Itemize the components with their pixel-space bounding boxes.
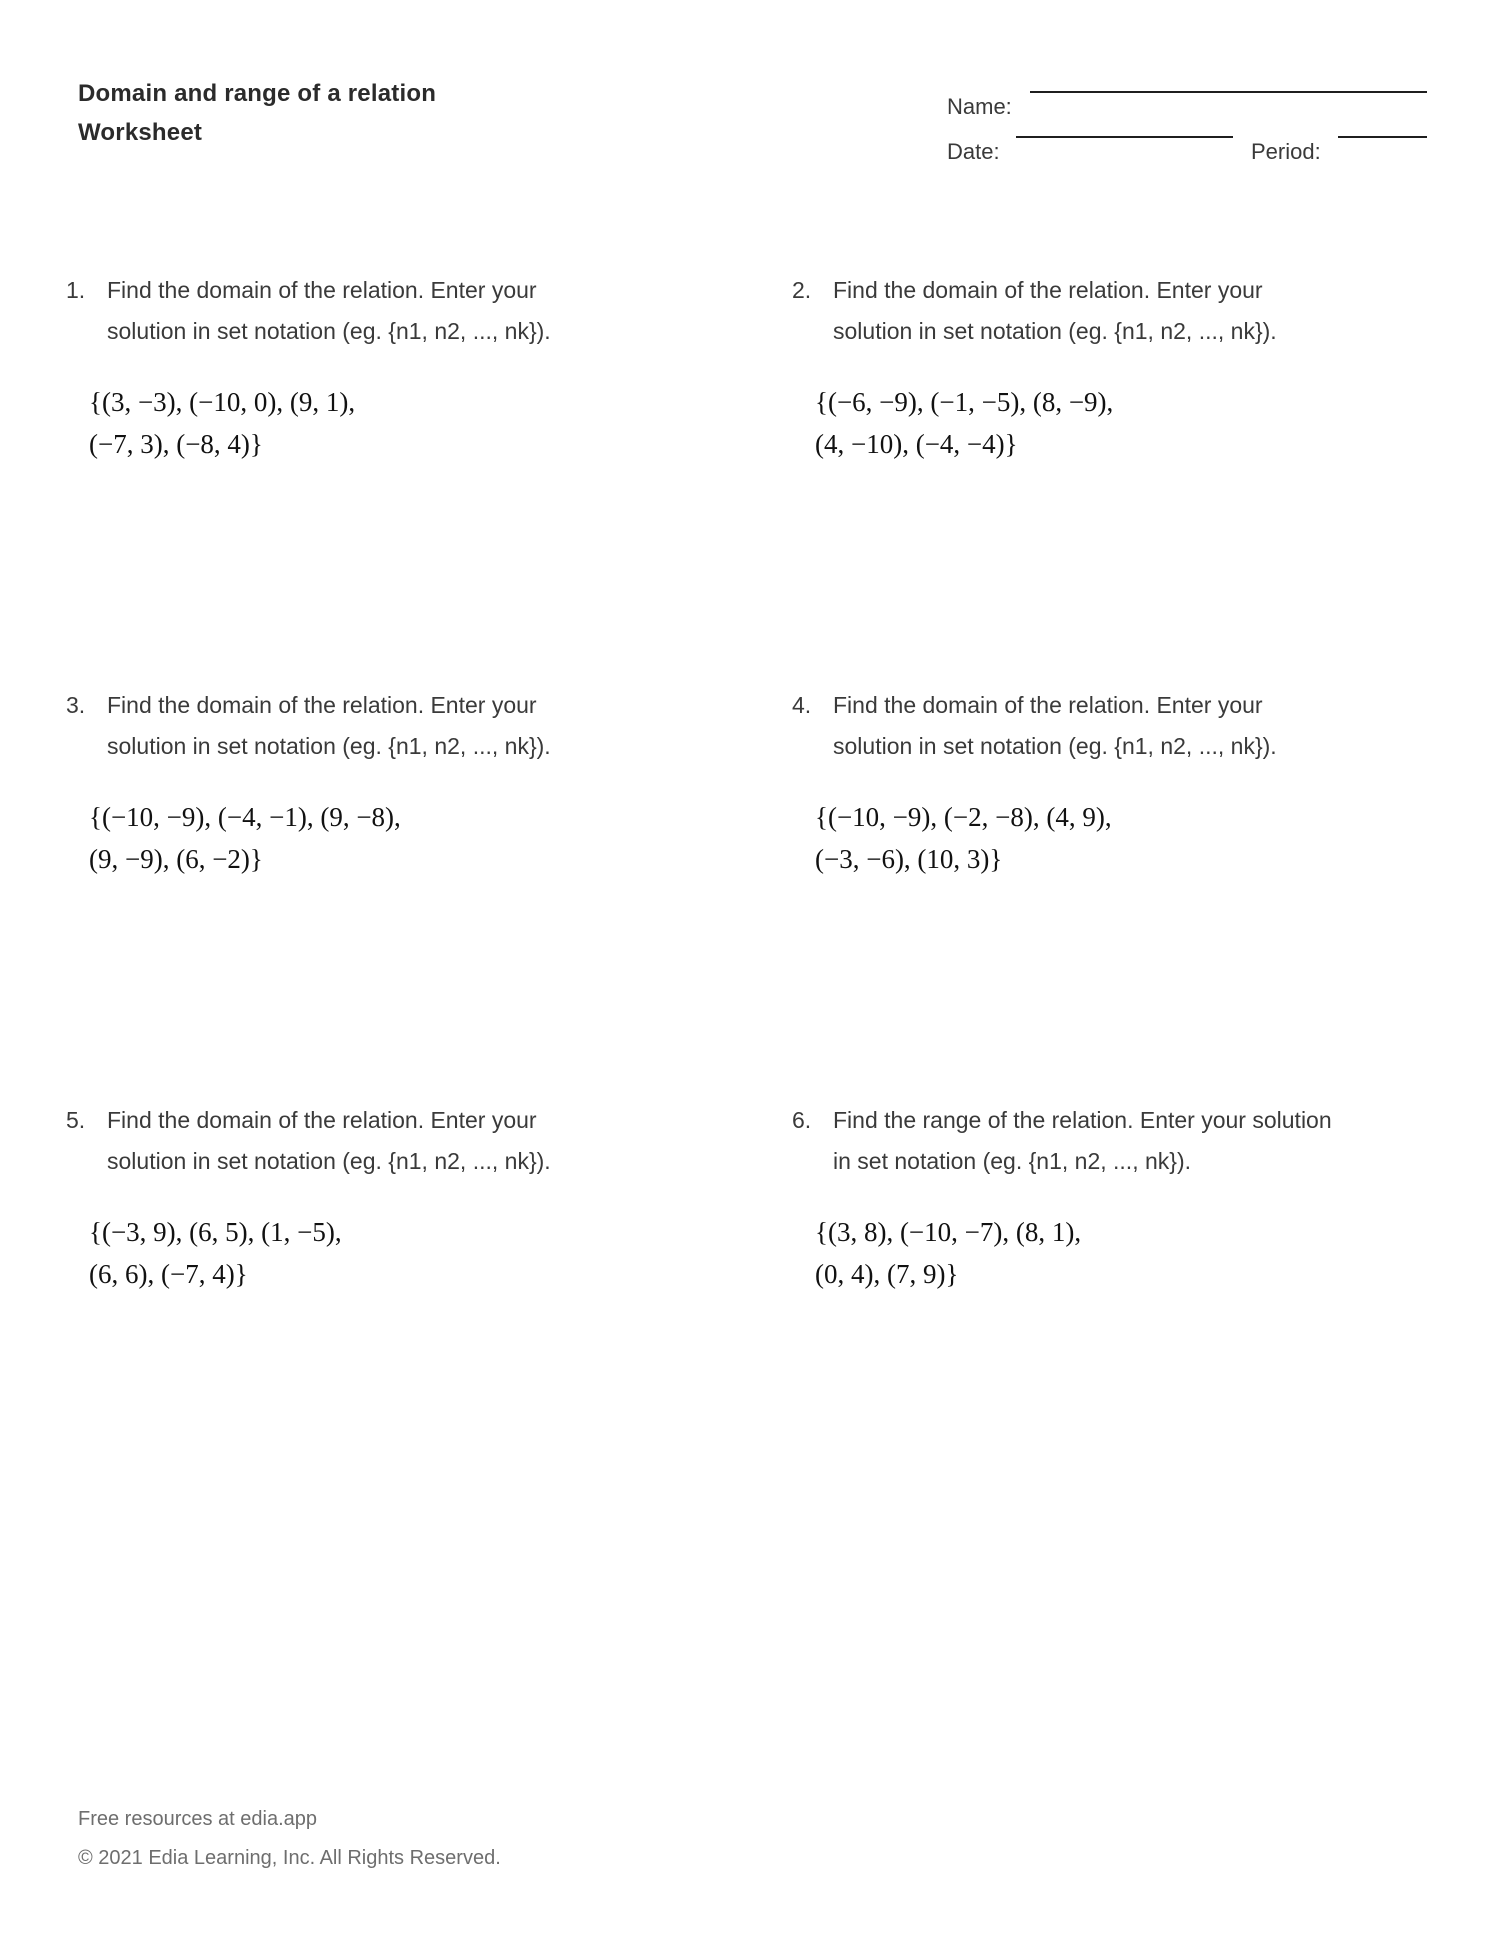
- footer: [78, 1800, 501, 1878]
- relation-set: [89, 1211, 706, 1295]
- relation-set-line2: (6, 6), (−7, 4)}: [89, 1259, 248, 1289]
- name-blank-line: [1030, 91, 1427, 93]
- problem-prompt-line2: solution in set notation (eg. {n1, n2, ..., nk}).: [107, 318, 551, 344]
- problem-prompt-line1: Find the domain of the relation. Enter your: [107, 692, 537, 718]
- relation-set-line1: {(−6, −9), (−1, −5), (8, −9),: [815, 387, 1114, 417]
- problem-number: 2.: [792, 277, 812, 303]
- relation-set-line2: (0, 4), (7, 9)}: [815, 1259, 959, 1289]
- problem-number: 3.: [66, 692, 86, 718]
- title-block: [78, 74, 436, 152]
- relation-set-line2: (9, −9), (6, −2)}: [89, 844, 263, 874]
- problem-prompt-line2: solution in set notation (eg. {n1, n2, ..., nk}).: [107, 733, 551, 759]
- date-blank-line: [1016, 136, 1233, 138]
- relation-set-line1: {(3, −3), (−10, 0), (9, 1),: [89, 387, 356, 417]
- problem-6: [792, 1100, 1432, 1295]
- problem-number: 5.: [66, 1107, 86, 1133]
- problem-prompt-line2: solution in set notation (eg. {n1, n2, ..., nk}).: [107, 1148, 551, 1174]
- relation-set-line1: {(−3, 9), (6, 5), (1, −5),: [89, 1217, 342, 1247]
- page-subtitle: Worksheet: [78, 119, 203, 146]
- page-title: Domain and range of a relation: [78, 80, 437, 107]
- problem-prompt-line1: Find the domain of the relation. Enter your: [107, 1107, 537, 1133]
- problem-number: 1.: [66, 277, 86, 303]
- relation-set: [89, 796, 706, 880]
- problem-prompt-line2: solution in set notation (eg. {n1, n2, ..., nk}).: [833, 318, 1277, 344]
- footer-resources-text: Free resources at edia.app: [78, 1808, 318, 1830]
- relation-set-line1: {(3, 8), (−10, −7), (8, 1),: [815, 1217, 1082, 1247]
- period-blank-line: [1338, 136, 1427, 138]
- problem-prompt-line2: solution in set notation (eg. {n1, n2, ..., nk}).: [833, 733, 1277, 759]
- relation-set: [89, 381, 706, 465]
- relation-set: [815, 796, 1432, 880]
- problem-prompt-line1: Find the range of the relation. Enter your solution: [833, 1107, 1332, 1133]
- relation-set-line2: (−7, 3), (−8, 4)}: [89, 429, 263, 459]
- period-label: Period:: [1251, 139, 1321, 164]
- problem-4: [792, 685, 1432, 880]
- relation-set-line2: (−3, −6), (10, 3)}: [815, 844, 1003, 874]
- problem-number: 6.: [792, 1107, 812, 1133]
- problem-5: [66, 1100, 706, 1295]
- problem-number: 4.: [792, 692, 812, 718]
- relation-set-line1: {(−10, −9), (−2, −8), (4, 9),: [815, 802, 1112, 832]
- problem-3: [66, 685, 706, 880]
- date-label: Date:: [947, 139, 1000, 164]
- problem-prompt-line1: Find the domain of the relation. Enter your: [833, 277, 1263, 303]
- relation-set-line1: {(−10, −9), (−4, −1), (9, −8),: [89, 802, 401, 832]
- relation-set-line2: (4, −10), (−4, −4)}: [815, 429, 1018, 459]
- problem-2: [792, 270, 1432, 465]
- footer-copyright-text: © 2021 Edia Learning, Inc. All Rights Reserved.: [78, 1847, 501, 1869]
- relation-set: [815, 1211, 1432, 1295]
- problem-prompt-line2: in set notation (eg. {n1, n2, ..., nk}).: [833, 1148, 1192, 1174]
- problem-prompt-line1: Find the domain of the relation. Enter your: [107, 277, 537, 303]
- problem-1: [66, 270, 706, 465]
- relation-set: [815, 381, 1432, 465]
- problem-prompt-line1: Find the domain of the relation. Enter your: [833, 692, 1263, 718]
- name-label: Name:: [947, 94, 1012, 119]
